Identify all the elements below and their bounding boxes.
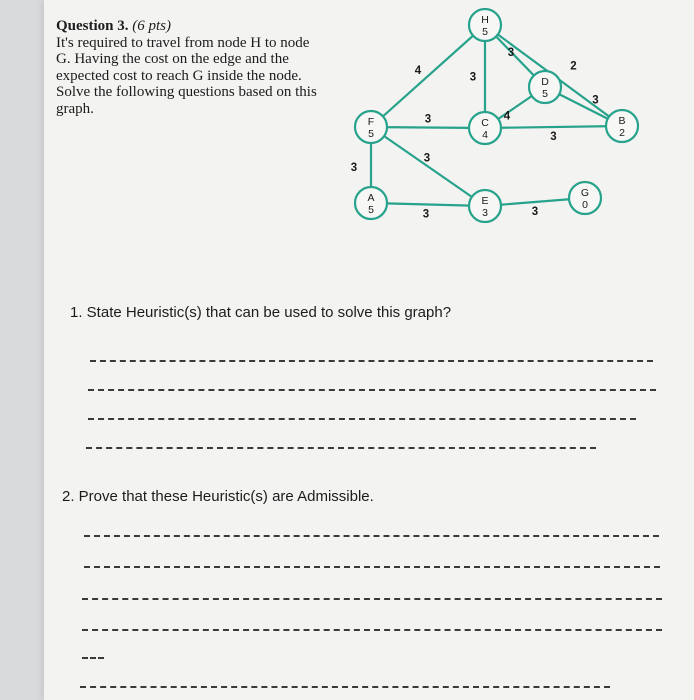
search-graph <box>330 0 694 240</box>
node-a <box>355 187 387 219</box>
edge-cost-label: 3 <box>423 152 431 165</box>
graph-nodes <box>355 9 638 222</box>
node-label: H <box>481 14 489 26</box>
node-heuristic-value: 3 <box>482 207 488 219</box>
node-heuristic-value: 5 <box>368 204 374 216</box>
question-line: G. Having the cost on the edge and the <box>56 51 289 67</box>
subquestion-1: 1. State Heuristic(s) that can be used to solve this graph? <box>70 304 452 321</box>
edge-h-f <box>371 25 485 127</box>
answer-line <box>82 598 662 600</box>
answer-line <box>88 418 636 420</box>
node-heuristic-value: 4 <box>482 129 488 141</box>
edge-cost-label: 2 <box>570 60 577 73</box>
answer-line <box>84 566 660 568</box>
node-label: A <box>367 192 375 204</box>
node-label: D <box>541 76 549 88</box>
edge-cost-label: 3 <box>422 208 430 221</box>
node-b <box>606 110 638 142</box>
node-d <box>529 71 561 103</box>
node-label: G <box>580 187 590 199</box>
question-line: It's required to travel from node H to node <box>56 34 310 51</box>
edge-cost-label: 3 <box>531 206 539 218</box>
edge-cost-label: 4 <box>503 110 511 123</box>
node-e <box>469 190 501 222</box>
edge-cost-label: 3 <box>507 47 515 59</box>
question-heading <box>56 18 356 35</box>
node-heuristic-value: 2 <box>619 127 625 139</box>
question-line: Solve the following questions based on this <box>56 84 317 100</box>
answer-line <box>84 535 659 537</box>
node-label: F <box>367 116 375 128</box>
edge-cost-label: 3 <box>550 131 557 143</box>
node-heuristic-value: 0 <box>582 199 588 211</box>
answer-line <box>80 686 610 688</box>
node-h <box>469 9 501 41</box>
node-f <box>355 111 387 143</box>
subquestion-2: 2. Prove that these Heuristic(s) are Admissible. <box>62 488 374 505</box>
edge-f-c <box>371 127 485 128</box>
node-c <box>469 112 501 144</box>
answer-line <box>90 360 653 362</box>
question-line: graph. <box>56 100 94 117</box>
node-label: E <box>481 195 489 207</box>
edge-cost-label: 3 <box>424 113 432 126</box>
answer-line <box>82 629 662 631</box>
node-label: B <box>618 115 626 127</box>
answer-line <box>82 657 104 659</box>
edge-cost-label: 4 <box>414 65 422 77</box>
answer-line <box>88 389 656 391</box>
edge-a-e <box>371 203 485 206</box>
node-g <box>569 182 601 214</box>
edge-cost-label: 3 <box>592 94 599 107</box>
node-label: C <box>481 117 489 129</box>
question-text <box>56 18 356 117</box>
edge-cost-label: 3 <box>350 162 358 174</box>
node-heuristic-value: 5 <box>482 26 488 38</box>
answer-line <box>86 447 596 449</box>
question-points: (6 pts) <box>132 18 172 34</box>
node-heuristic-value: 5 <box>368 128 374 140</box>
node-heuristic-value: 5 <box>542 88 548 100</box>
question-number: Question 3. <box>56 18 129 34</box>
edge-c-b <box>485 126 622 128</box>
edge-cost-label: 3 <box>469 71 477 84</box>
question-line: expected cost to reach G inside the node. <box>56 67 302 84</box>
edge-f-e <box>371 127 485 206</box>
